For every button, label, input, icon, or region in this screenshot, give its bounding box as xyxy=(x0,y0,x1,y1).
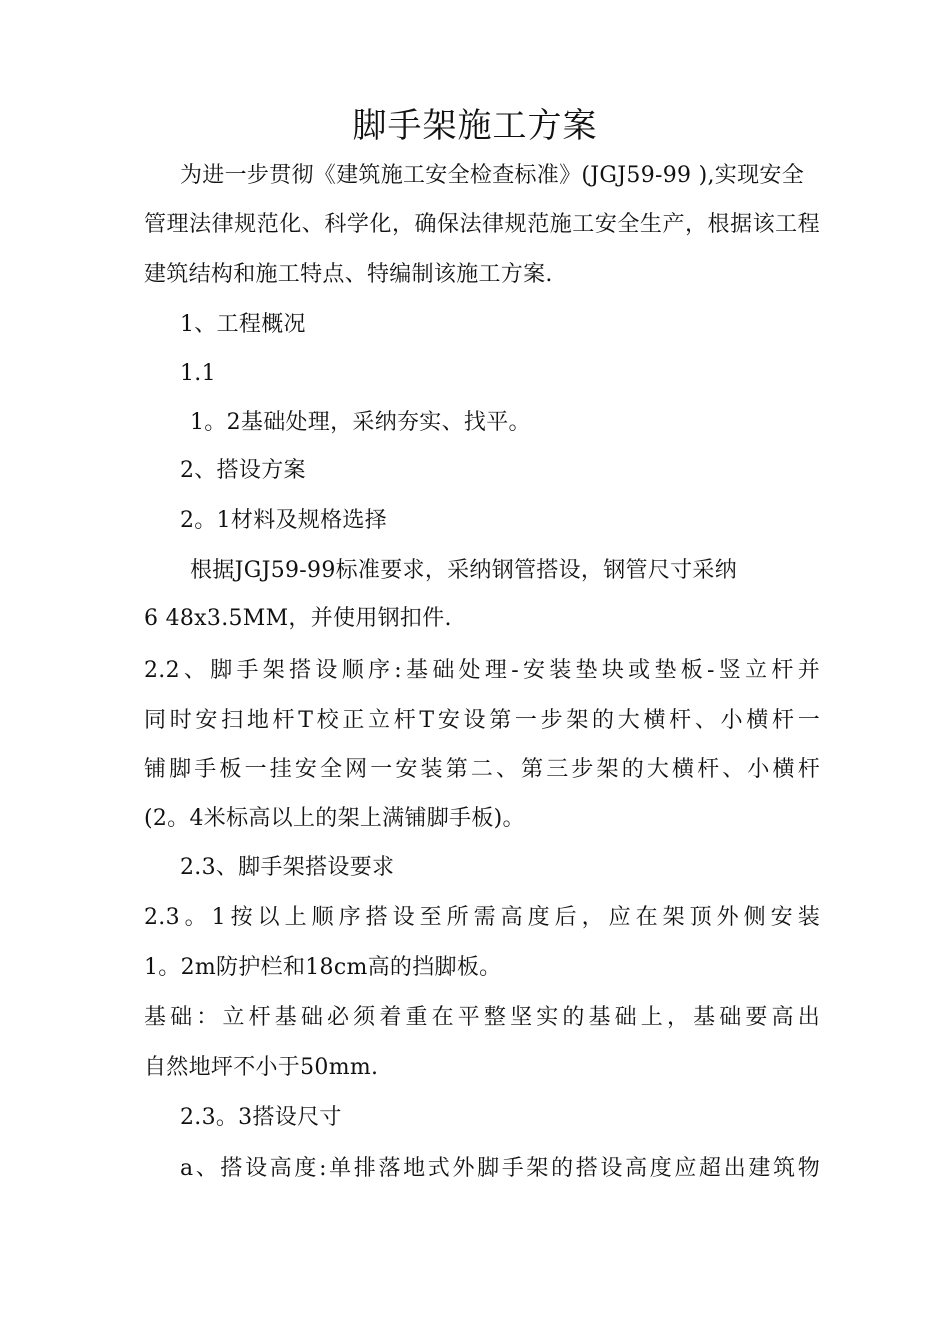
paragraph-line: 自然地坪不小于50mm. xyxy=(144,1055,379,1080)
paragraph-line: 为进一步贯彻《建筑施工安全检查标准》(JGJ59-99 ),实现安全 xyxy=(180,163,804,188)
section-heading: 2、搭设方案 xyxy=(180,458,306,483)
document-title: 脚手架施工方案 xyxy=(352,106,598,146)
subsection-heading: 2.3、脚手架搭设要求 xyxy=(180,855,395,880)
paragraph-line: 基础：立杆基础必须着重在平整坚实的基础上，基础要高出 xyxy=(144,1005,820,1030)
paragraph-line: a、搭设高度:单排落地式外脚手架的搭设高度应超出建筑物 xyxy=(180,1156,820,1181)
paragraph-line: 1。2基础处理，采纳夯实、找平。 xyxy=(190,410,531,435)
paragraph-line: (2。4米标高以上的架上满铺脚手板)。 xyxy=(144,806,525,831)
paragraph-line: 同时安扫地杆T校正立杆T安设第一步架的大横杆、小横杆一 xyxy=(144,708,820,733)
paragraph-line: 2.3。1按以上顺序搭设至所需高度后，应在架顶外侧安装 xyxy=(144,905,820,930)
subsection-heading: 2.3。3搭设尺寸 xyxy=(180,1105,342,1130)
paragraph-line: 6 48x3.5MM，并使用钢扣件. xyxy=(144,606,452,631)
subsection-heading: 2。1材料及规格选择 xyxy=(180,508,387,533)
paragraph-line: 1。2m防护栏和18cm高的挡脚板。 xyxy=(144,955,502,980)
paragraph-line: 根据JGJ59-99标准要求，采纳钢管搭设，钢管尺寸采纳 xyxy=(190,558,738,583)
paragraph-line: 建筑结构和施工特点、特编制该施工方案. xyxy=(144,262,553,287)
paragraph-line: 2.2、脚手架搭设顺序:基础处理-安装垫块或垫板-竖立杆并 xyxy=(144,658,820,683)
subsection-heading: 1.1 xyxy=(180,361,216,386)
section-heading: 1、工程概况 xyxy=(180,312,306,337)
paragraph-line: 管理法律规范化、科学化，确保法律规范施工安全生产，根据该工程 xyxy=(144,212,820,237)
paragraph-line: 铺脚手板一挂安全网一安装第二、第三步架的大横杆、小横杆 xyxy=(144,757,820,782)
